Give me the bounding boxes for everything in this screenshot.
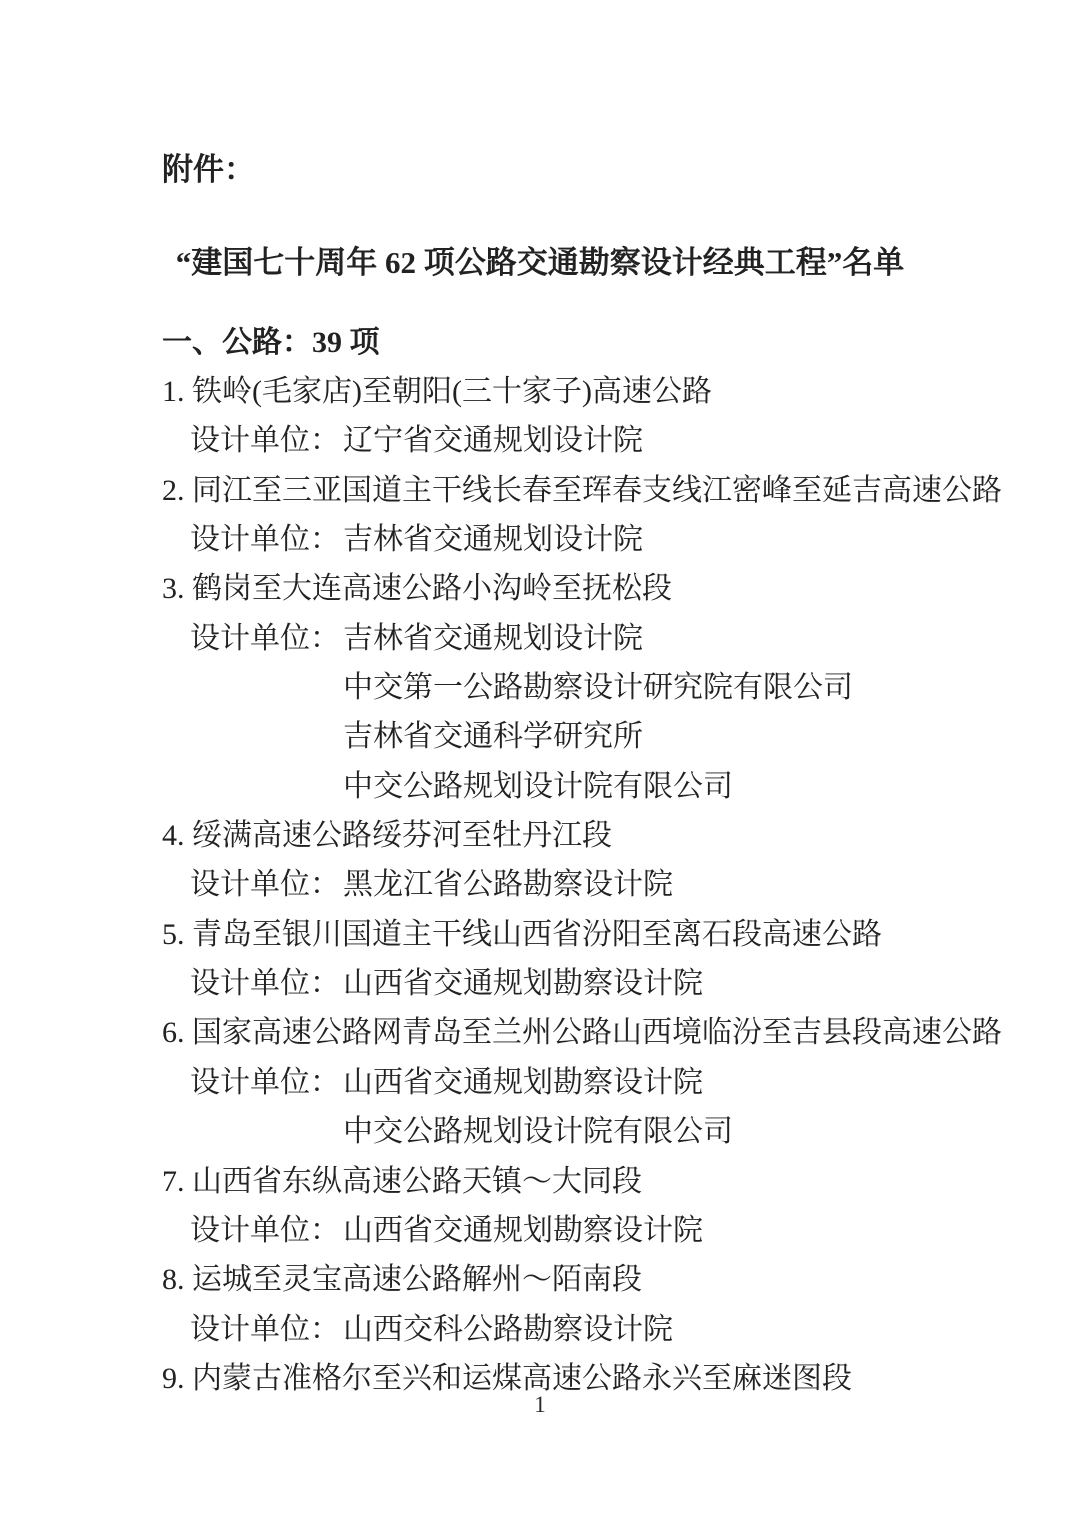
- project-name-line: [162, 1255, 918, 1304]
- item-name: 内蒙古准格尔至兴和运煤高速公路永兴至麻迷图段: [192, 1361, 852, 1395]
- design-unit-name: 山西省交通规划勘察设计院: [343, 967, 703, 1001]
- project-item: [162, 910, 918, 1009]
- item-name: 铁岭(毛家店)至朝阳(三十家子)高速公路: [192, 375, 712, 408]
- design-unit-label: 设计单位：: [190, 424, 340, 458]
- design-unit-name: 黑龙江省公路勘察设计院: [343, 868, 673, 902]
- design-unit-line: [162, 1058, 918, 1107]
- project-list: [162, 367, 1002, 1403]
- item-number: 8.: [162, 1263, 185, 1297]
- design-unit-line: [162, 860, 918, 909]
- document-content: [162, 145, 1002, 1403]
- document-title: “建国七十周年 62 项公路交通勘察设计经典工程”名单: [175, 245, 905, 280]
- design-unit-line: [162, 1305, 918, 1354]
- design-unit-label: 设计单位：: [190, 1213, 340, 1247]
- design-unit-line: [162, 762, 918, 811]
- design-unit-name: 山西交科公路勘察设计院: [343, 1312, 673, 1346]
- page-number: 1: [534, 1392, 546, 1417]
- design-unit-line: [162, 712, 918, 761]
- project-name-line: [162, 1008, 1002, 1057]
- item-name: 山西省东纵高速公路天镇～大同段: [192, 1164, 642, 1198]
- project-item: [162, 1255, 918, 1354]
- item-name: 国家高速公路网青岛至兰州公路山西境临汾至吉县段高速公路: [192, 1016, 1002, 1050]
- design-unit-name: 吉林省交通科学研究所: [343, 720, 643, 754]
- design-unit-label: 设计单位：: [190, 868, 340, 902]
- project-name-line: [162, 466, 1002, 515]
- item-number: 1.: [162, 375, 185, 408]
- design-unit-line: [162, 663, 918, 712]
- design-unit-name: 吉林省交通规划设计院: [343, 621, 643, 655]
- item-name: 绥满高速公路绥芬河至牡丹江段: [192, 819, 612, 853]
- project-item: [162, 1008, 1002, 1156]
- attachment-label: 附件：: [162, 152, 255, 187]
- design-unit-line: [162, 1107, 918, 1156]
- item-number: 9.: [162, 1361, 185, 1395]
- section-heading: 一、公路：39 项: [162, 326, 380, 359]
- design-unit-label: 设计单位：: [190, 1312, 340, 1346]
- design-unit-name: 中交第一公路勘察设计研究院有限公司: [343, 671, 853, 705]
- item-name: 运城至灵宝高速公路解州～陌南段: [192, 1263, 642, 1297]
- design-unit-line: [162, 1206, 918, 1255]
- design-unit-line: [162, 515, 918, 564]
- project-name-line: [162, 367, 918, 416]
- design-unit-name: 山西省交通规划勘察设计院: [343, 1065, 703, 1099]
- project-name-line: [162, 564, 918, 613]
- item-number: 3.: [162, 572, 185, 606]
- design-unit-label: 设计单位：: [190, 523, 340, 557]
- design-unit-name: 辽宁省交通规划设计院: [343, 424, 643, 458]
- design-unit-name: 中交公路规划设计院有限公司: [343, 1115, 733, 1149]
- design-unit-name: 吉林省交通规划设计院: [343, 523, 643, 557]
- project-item: [162, 367, 918, 466]
- design-unit-line: [162, 959, 918, 1008]
- project-item: [162, 466, 1002, 565]
- design-unit-label: 设计单位：: [190, 621, 340, 655]
- item-number: 2.: [162, 473, 185, 507]
- design-unit-label: 设计单位：: [190, 1065, 340, 1099]
- design-unit-line: [162, 614, 918, 663]
- item-name: 同江至三亚国道主干线长春至珲春支线江密峰至延吉高速公路: [192, 473, 1002, 507]
- project-name-line: [162, 910, 918, 959]
- project-name-line: [162, 811, 918, 860]
- project-item: [162, 564, 918, 811]
- item-number: 4.: [162, 819, 185, 853]
- design-unit-name: 中交公路规划设计院有限公司: [343, 769, 733, 803]
- item-name: 青岛至银川国道主干线山西省汾阳至离石段高速公路: [192, 917, 882, 951]
- design-unit-label: 设计单位：: [190, 967, 340, 1001]
- project-name-line: [162, 1157, 918, 1206]
- item-number: 7.: [162, 1164, 185, 1198]
- item-number: 5.: [162, 917, 185, 951]
- design-unit-name: 山西省交通规划勘察设计院: [343, 1213, 703, 1247]
- project-item: [162, 1157, 918, 1256]
- project-item: [162, 811, 918, 910]
- design-unit-line: [162, 416, 918, 465]
- item-name: 鹤岗至大连高速公路小沟岭至抚松段: [192, 572, 672, 606]
- item-number: 6.: [162, 1016, 185, 1050]
